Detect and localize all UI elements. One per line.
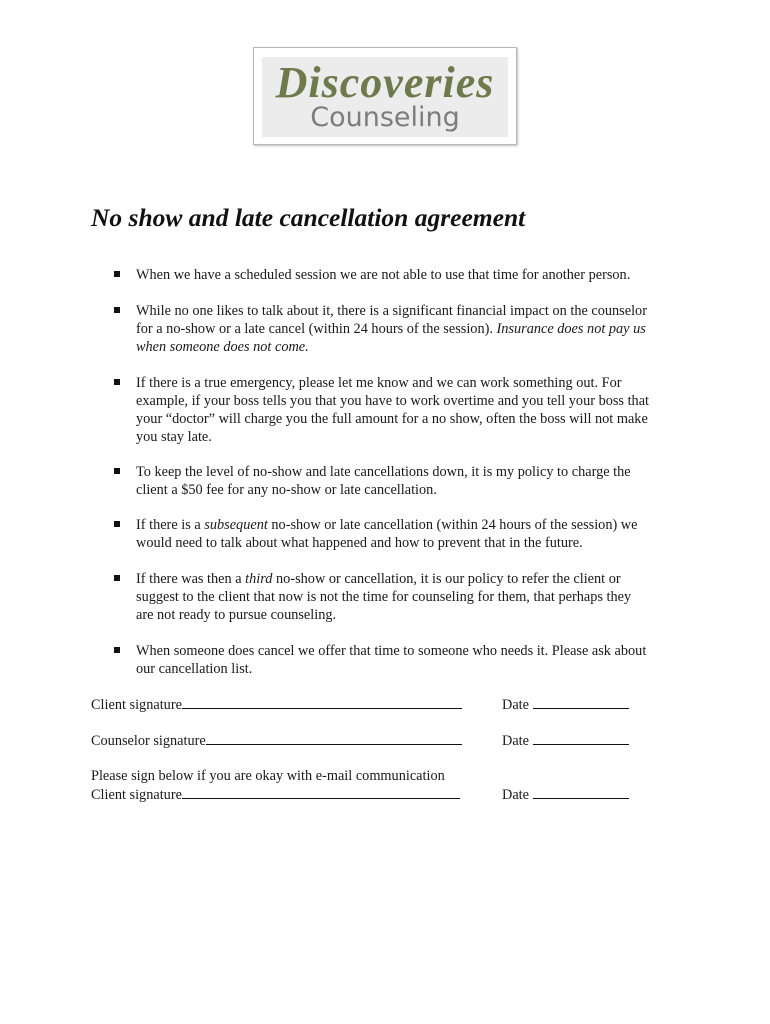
email-consent-note: Please sign below if you are okay with e-mail communication <box>91 768 445 784</box>
bullet-square-icon <box>114 307 120 313</box>
bullet-square-icon <box>114 575 120 581</box>
bullet-text <box>136 302 686 356</box>
bullet-text-line: would need to talk about what happened and how to prevent that in the future. <box>136 535 583 551</box>
logo-wordmark: Discoveries <box>275 58 495 107</box>
client-signature-label: Client signature <box>91 697 182 713</box>
counselor-date-label: Date <box>502 733 529 749</box>
bullet-text <box>136 642 686 678</box>
bullet-text-line: When we have a scheduled session we are not able to use that time for another person. <box>136 267 631 283</box>
client-signature-line[interactable] <box>182 695 462 709</box>
email-date-line[interactable] <box>533 785 629 799</box>
bullet-text-line: for a no-show or a late cancel (within 24 hours of the session). Insurance does not pay us <box>136 321 646 337</box>
emphasis-text: third <box>245 571 273 587</box>
email-date-label: Date <box>502 787 529 803</box>
client-signature-row <box>91 695 462 714</box>
logo-background <box>262 57 508 137</box>
bullet-text <box>136 266 686 284</box>
counselor-signature-row <box>91 731 462 750</box>
bullet-text-line: example, if your boss tells you that you have to work overtime and you tell your boss that <box>136 393 650 409</box>
client-date-row <box>502 695 629 714</box>
bullet-text <box>136 516 686 552</box>
bullet-text-line: our cancellation list. <box>136 661 253 677</box>
bullet-text <box>136 463 686 499</box>
bullet-square-icon <box>114 468 120 474</box>
bullet-square-icon <box>114 379 120 385</box>
emphasis-text: Insurance does not pay us <box>496 321 646 337</box>
email-date-row <box>502 785 629 804</box>
company-logo <box>253 47 517 145</box>
bullet-text-line: client a $50 fee for any no-show or late cancellation. <box>136 482 437 498</box>
counselor-date-line[interactable] <box>533 731 629 745</box>
bullet-text-line: your “doctor” will charge you the full amount for a no show, often the boss will not make <box>136 411 648 427</box>
client-date-label: Date <box>502 697 529 713</box>
email-client-signature-row <box>91 785 460 804</box>
bullet-text <box>136 570 686 624</box>
document-title: No show and late cancellation agreement <box>91 203 526 232</box>
emphasis-text: subsequent <box>204 517 268 533</box>
counselor-date-row <box>502 731 629 750</box>
bullet-text-line: To keep the level of no-show and late cancellations down, it is my policy to charge the <box>136 464 631 480</box>
bullet-text-line: you stay late. <box>136 429 212 445</box>
bullet-text <box>136 374 686 446</box>
bullet-text-line: If there was then a third no-show or cancellation, it is our policy to refer the client or <box>136 571 621 587</box>
bullet-text-line: While no one likes to talk about it, there is a significant financial impact on the counselor <box>136 303 647 319</box>
bullet-text-line: If there is a subsequent no-show or late cancellation (within 24 hours of the session) we <box>136 517 638 533</box>
bullet-text-line: suggest to the client that now is not the time for counseling for them, that perhaps they <box>136 589 632 605</box>
bullet-square-icon <box>114 521 120 527</box>
emphasis-text: when someone does not come. <box>136 339 309 355</box>
bullet-text-line: If there is a true emergency, please let me know and we can work something out. For <box>136 375 622 391</box>
email-client-signature-line[interactable] <box>182 785 460 799</box>
logo-subtitle: Counseling <box>310 102 460 133</box>
client-date-line[interactable] <box>533 695 629 709</box>
bullet-text-line <box>136 338 686 356</box>
email-client-signature-label: Client signature <box>91 787 182 803</box>
bullet-square-icon <box>114 647 120 653</box>
bullet-text-line: are not ready to pursue counseling. <box>136 607 337 623</box>
bullet-square-icon <box>114 271 120 277</box>
counselor-signature-line[interactable] <box>206 731 462 745</box>
bullet-text-line: When someone does cancel we offer that time to someone who needs it. Please ask about <box>136 643 647 659</box>
counselor-signature-label: Counselor signature <box>91 733 206 749</box>
